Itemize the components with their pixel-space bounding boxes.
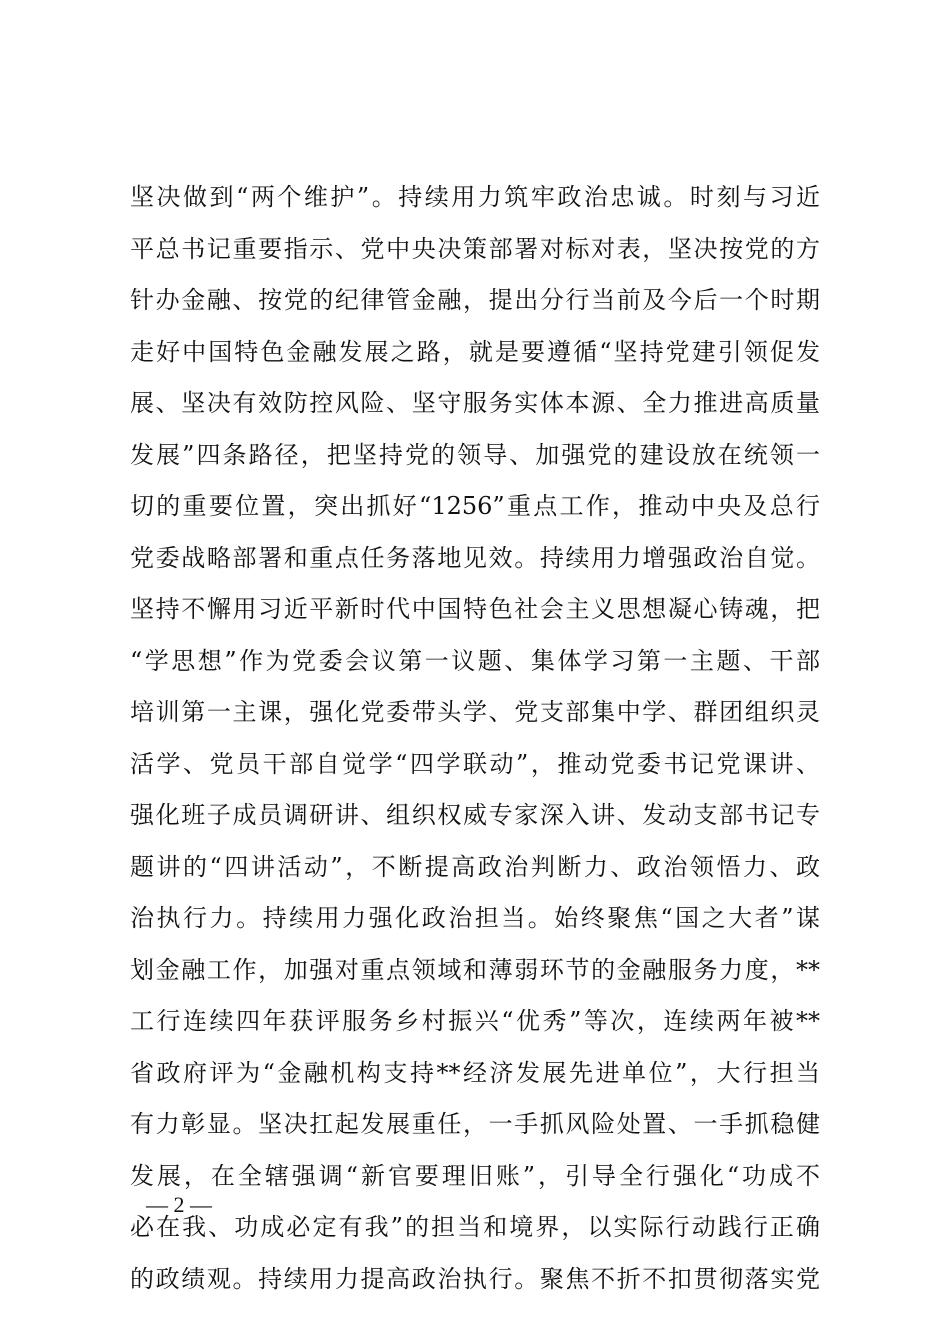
text-line: 针办金融、按党的纪律管金融，提出分行当前及今后一个时期 bbox=[130, 286, 820, 314]
text-line: 平总书记重要指示、党中央决策部署对标对表，坚决按党的方 bbox=[130, 234, 820, 263]
text-line: 走好中国特色金融发展之路，就是要遵循“坚持党建引领促发 bbox=[130, 337, 820, 366]
text-line: 发展”四条路径，把坚持党的领导、加强党的建设放在统领一 bbox=[130, 440, 820, 469]
text-line: 培训第一主课，强化党委带头学、党支部集中学、群团组织灵 bbox=[130, 698, 820, 726]
text-line: 工行连续四年获评服务乡村振兴“优秀”等次，连续两年被** bbox=[130, 1007, 820, 1035]
text-line: 强化班子成员调研讲、组织权威专家深入讲、发动支部书记专 bbox=[130, 801, 820, 829]
text-line: 划金融工作，加强对重点领域和薄弱环节的金融服务力度，** bbox=[130, 955, 820, 984]
text-line: 必在我、功成必定有我”的担当和境界，以实际行动践行正确 bbox=[130, 1213, 820, 1241]
text-line: 的政绩观。持续用力提高政治执行。聚焦不折不扣贯彻落实党 bbox=[130, 1264, 820, 1293]
text-line: 发展，在全辖强调“新官要理旧账”，引导全行强化“功成不 bbox=[130, 1161, 820, 1190]
text-line: 展、坚决有效防控风险、坚守服务实体本源、全力推进高质量 bbox=[130, 389, 820, 417]
text-line: 省政府评为“金融机构支持**经济发展先进单位”，大行担当 bbox=[130, 1058, 820, 1087]
text-line: “学思想”作为党委会议第一议题、集体学习第一主题、干部 bbox=[130, 646, 820, 675]
text-line: 切的重要位置，突出抓好“1256”重点工作，推动中央及总行 bbox=[130, 492, 820, 520]
text-line: 坚持不懈用习近平新时代中国特色社会主义思想凝心铸魂，把 bbox=[130, 595, 820, 623]
text-line: 治执行力。持续用力强化政治担当。始终聚焦“国之大者”谋 bbox=[130, 904, 820, 932]
text-line: 党委战略部署和重点任务落地见效。持续用力增强政治自觉。 bbox=[130, 543, 820, 572]
text-line: 有力彰显。坚决扛起发展重任，一手抓风险处置、一手抓稳健 bbox=[130, 1110, 820, 1138]
body-paragraph bbox=[130, 172, 820, 1305]
page-number: — 2 — bbox=[146, 1192, 212, 1217]
text-line: 活学、党员干部自觉学“四学联动”，推动党委书记党课讲、 bbox=[130, 749, 820, 778]
text-line: 坚决做到“两个维护”。持续用力筑牢政治忠诚。时刻与习近 bbox=[130, 183, 820, 211]
text-line: 题讲的“四讲活动”，不断提高政治判断力、政治领悟力、政 bbox=[130, 852, 820, 881]
